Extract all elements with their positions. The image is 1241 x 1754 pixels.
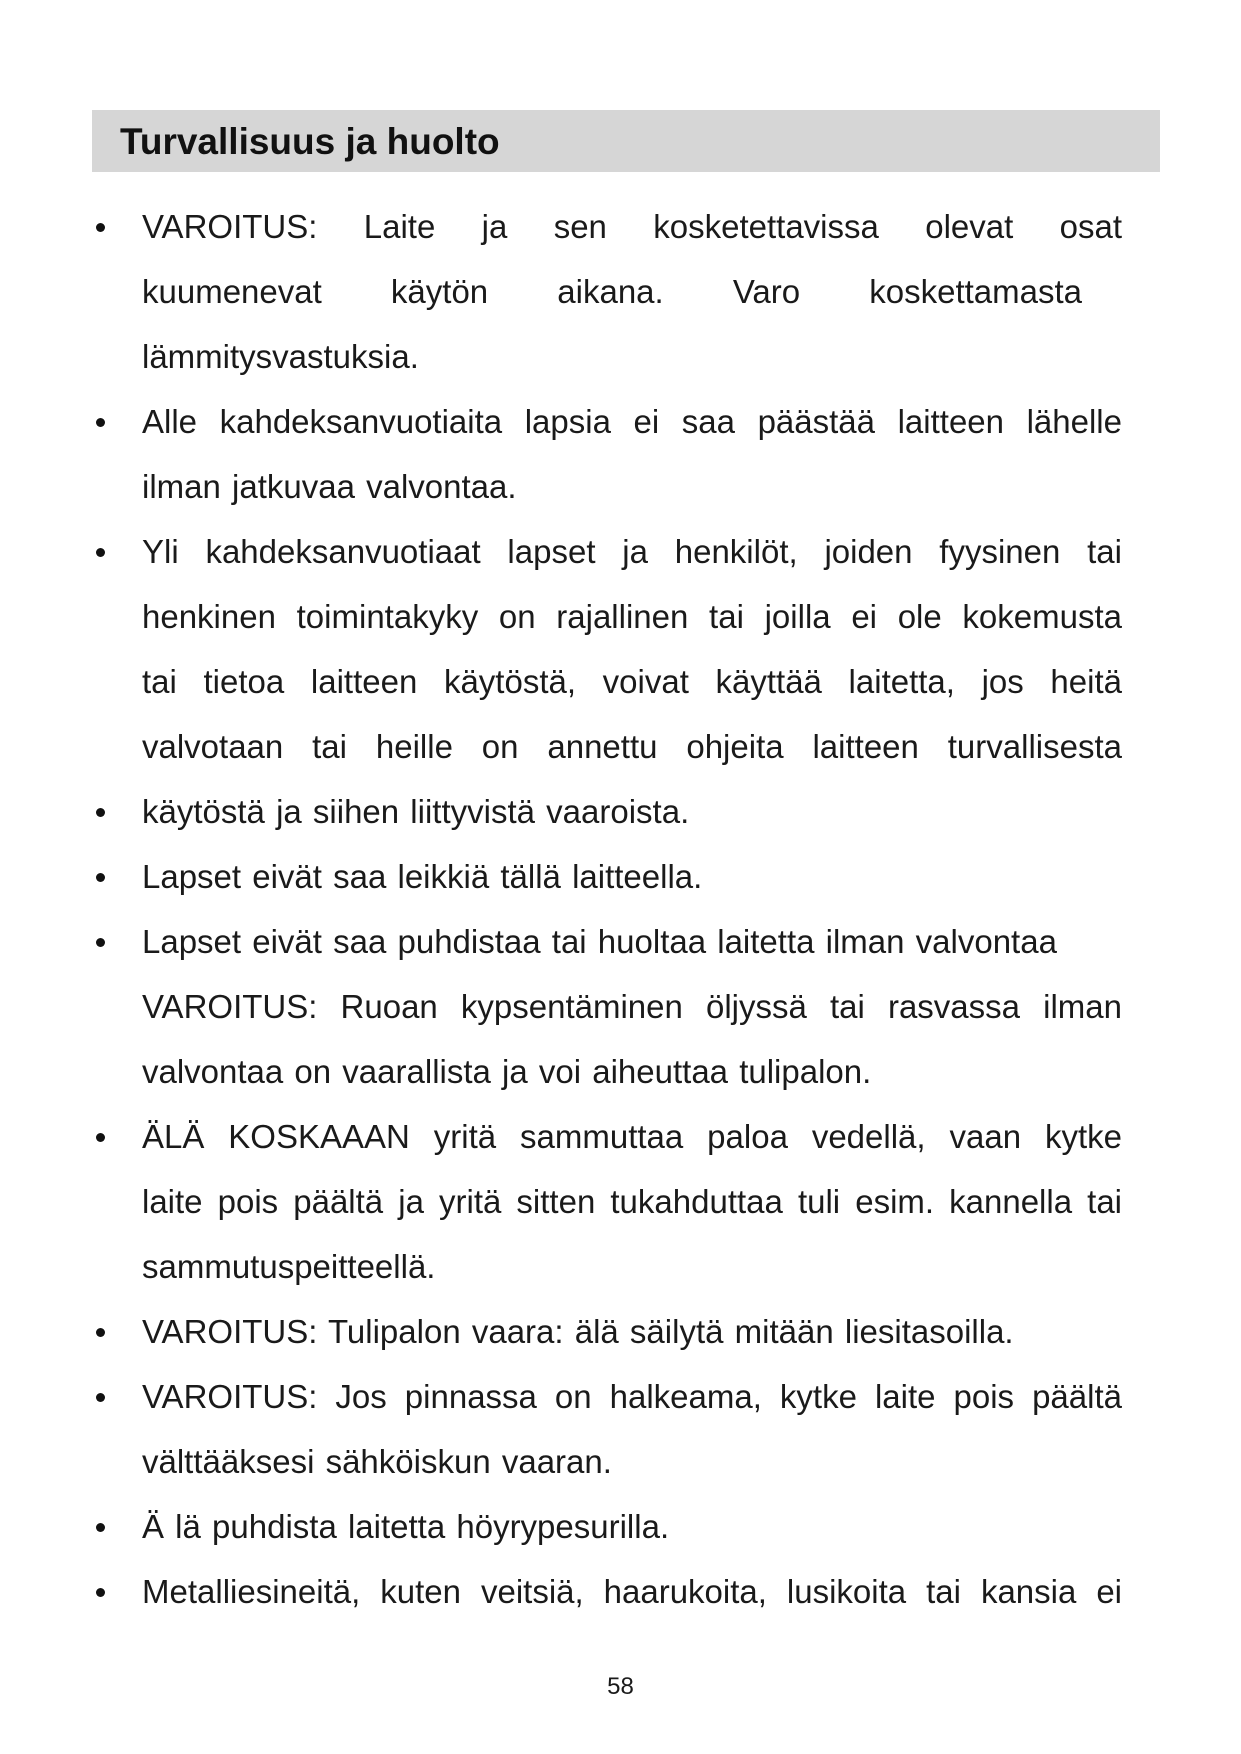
list-item <box>92 389 1122 519</box>
list-item <box>92 1559 1122 1624</box>
bullet-icon <box>96 1328 105 1337</box>
bullet-icon <box>96 223 105 232</box>
item-text-line: Alle kahdeksanvuotiaita lapsia ei saa päästää laitteen lähelle <box>142 403 1122 440</box>
bullet-icon <box>96 1588 105 1597</box>
list-item <box>92 844 1122 909</box>
item-text-line: kuumenevat käytön aikana. Varo koskettamasta <box>142 273 1082 310</box>
item-text-line: VAROITUS: Laite ja sen kosketettavissa olevat osat <box>142 208 1122 245</box>
safety-bullet-list <box>92 194 1122 1624</box>
page-number: 58 <box>607 1673 634 1700</box>
item-text-line: VAROITUS: Jos pinnassa on halkeama, kytke laite pois päältä <box>142 1378 1122 1415</box>
section-title: Turvallisuus ja huolto <box>120 121 500 162</box>
item-text-line: laite pois päältä ja yritä sitten tukahduttaa tuli esim. kannella tai <box>142 1183 1122 1220</box>
item-text-line: valvotaan tai heille on annettu ohjeita laitteen turvallisesta <box>142 728 1122 765</box>
list-item <box>92 519 1122 779</box>
item-text-line: käytöstä ja siihen liittyvistä vaaroista. <box>142 793 690 830</box>
item-text-line: Yli kahdeksanvuotiaat lapset ja henkilöt, joiden fyysinen tai <box>142 533 1122 570</box>
item-text-line: VAROITUS: Tulipalon vaara: älä säilytä mitään liesitasoilla. <box>142 1313 1014 1350</box>
bullet-icon <box>96 418 105 427</box>
list-item <box>92 1494 1122 1559</box>
list-item <box>92 1104 1122 1299</box>
bullet-icon <box>96 1393 105 1402</box>
bullet-icon <box>96 1523 105 1532</box>
item-text-line: sammutuspeitteellä. <box>142 1248 436 1285</box>
item-text-line: Lapset eivät saa puhdistaa tai huoltaa laitetta ilman valvontaa <box>142 923 1057 960</box>
item-text-line: ilman jatkuvaa valvontaa. <box>142 468 517 505</box>
bullet-icon <box>96 1133 105 1142</box>
item-text-line: ÄLÄ KOSKAAAN yritä sammuttaa paloa vedellä, vaan kytke <box>142 1118 1122 1155</box>
item-text-line: välttääksesi sähköiskun vaaran. <box>142 1443 612 1480</box>
item-text-line: Metalliesineitä, kuten veitsiä, haarukoita, lusikoita tai kansia ei <box>142 1573 1122 1610</box>
list-item <box>92 194 1122 389</box>
item-text-line: VAROITUS: Ruoan kypsentäminen öljyssä tai rasvassa ilman <box>142 988 1122 1025</box>
section-header <box>92 110 1160 172</box>
item-text-line: lämmitysvastuksia. <box>142 338 419 375</box>
bullet-icon <box>96 938 105 947</box>
list-item <box>92 779 1122 844</box>
bullet-icon <box>96 808 105 817</box>
item-text-line: henkinen toimintakyky on rajallinen tai joilla ei ole kokemusta <box>142 598 1122 635</box>
bullet-icon <box>96 873 105 882</box>
bullet-icon <box>96 548 105 557</box>
list-item <box>92 1299 1122 1364</box>
list-item <box>92 909 1122 1104</box>
item-text-line: valvontaa on vaarallista ja voi aiheuttaa tulipalon. <box>142 1053 872 1090</box>
item-text-line: Ä lä puhdista laitetta höyrypesurilla. <box>142 1508 670 1545</box>
item-text-line: tai tietoa laitteen käytöstä, voivat käyttää laitetta, jos heitä <box>142 663 1122 700</box>
list-item <box>92 1364 1122 1494</box>
item-text-line: Lapset eivät saa leikkiä tällä laitteella. <box>142 858 703 895</box>
